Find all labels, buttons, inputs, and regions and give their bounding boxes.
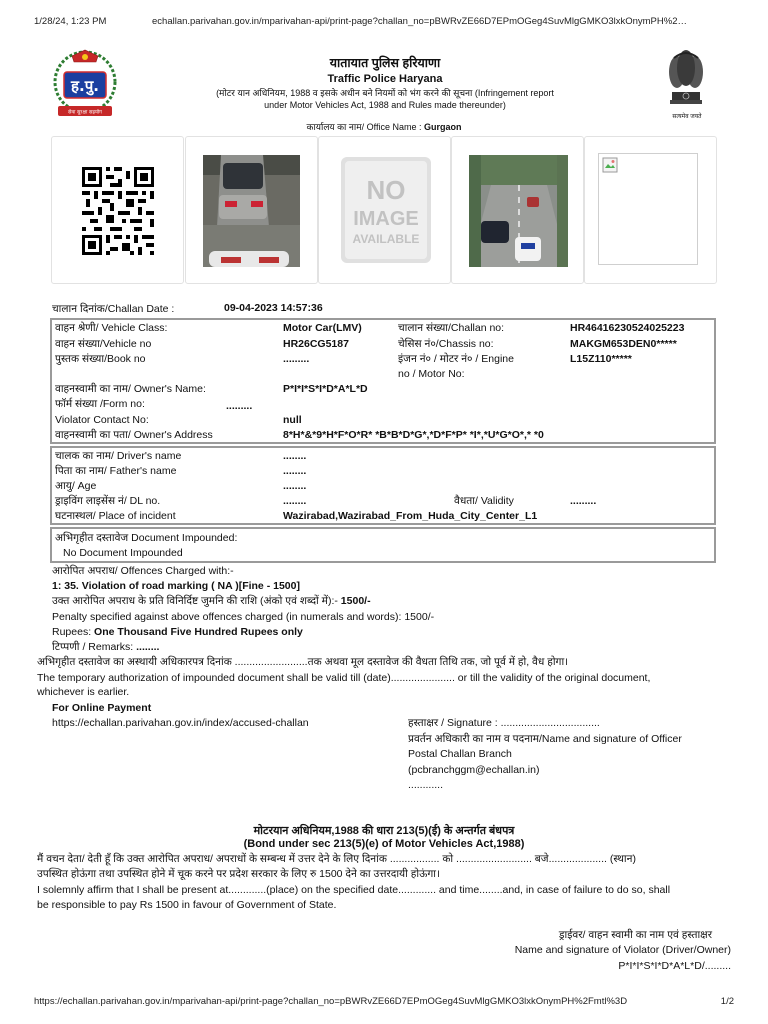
bond-title-hindi: मोटरयान अधिनियम,1988 की धारा 213(5)(ई) के अन्तर्गत बंधपत्र xyxy=(253,825,515,837)
violator-label-hindi: ड्राईवर/ वाहन स्वामी का नाम एवं हस्ताक्षर xyxy=(558,929,712,941)
vehicle-class-value: Motor Car(LMV) xyxy=(283,322,362,334)
signature-dots: ............ xyxy=(408,779,444,791)
print-title: echallan.parivahan.gov.in/mparivahan-api/print-page?challan_no=pBWRvZE66D7EPmOGeg4SuvMlgGMKO3lxkOnymPH%2… xyxy=(152,16,687,27)
bond-hindi-1: मैं वचन देता/ देती हूँ कि उक्त आरोपित अपराध/ अपराधों के सम्बन्ध में उत्तर देने के लिए दिनांक ................. को .......................... बजे.................... (स्थान) xyxy=(37,853,636,865)
no-image-text-1: NO xyxy=(366,175,406,205)
impound-table xyxy=(50,527,716,563)
offence-item: 1: 35. Violation of road marking ( NA )[Fine - 1500] xyxy=(52,580,300,592)
dl-no-value: ........ xyxy=(283,495,307,507)
contact-label: Violator Contact No: xyxy=(55,414,149,426)
chassis-value: MAKGM653DEN0***** xyxy=(570,338,677,350)
office-value: Gurgaon xyxy=(423,122,462,132)
penalty-hindi-label: उक्त आरोपित अपराध के प्रति विनिर्दिष्ट जुमनि की राशि (अंको एवं शब्दों में):- xyxy=(52,595,338,607)
officer-name-label: प्रवर्तन अधिकारी का नाम व पदनाम/Name and signature of Officer xyxy=(408,733,682,745)
violation-photo-2[interactable] xyxy=(451,136,584,284)
branch-email: (pcbranchggm@echallan.in) xyxy=(408,764,540,776)
haryana-police-logo xyxy=(52,48,118,120)
driver-details-table xyxy=(50,446,716,525)
violation-photo-1[interactable] xyxy=(185,136,318,284)
place-label: घटनास्थल/ Place of incident xyxy=(55,510,176,522)
temp-auth-hindi: अभिगृहीत दस्तावेज का अस्थायी अधिकारपत्र दिनांक .........................तक अथवा मूल दस्तावेज की वैधता तिथि तक, जो पूर्व में हो, वैध होगा। xyxy=(37,656,569,668)
rupees-label: Rupees: xyxy=(52,626,92,638)
print-header xyxy=(34,16,734,27)
logo-text: ह.पु. xyxy=(71,77,99,95)
father-name-value: ........ xyxy=(283,465,307,477)
penalty-hindi xyxy=(52,595,371,608)
signature-line: हस्ताक्षर / Signature : .................................. xyxy=(408,717,600,729)
offences-charged-label: आरोपित अपराध/ Offences Charged with:- xyxy=(52,565,234,577)
violator-name-value: P*I*I*S*I*D*A*L*D/......... xyxy=(618,960,731,972)
age-value: ........ xyxy=(283,480,307,492)
office-label: कार्यालय का नाम/ Office Name : xyxy=(306,122,422,132)
title-english: Traffic Police Haryana xyxy=(327,73,443,85)
remarks-value: ........ xyxy=(136,641,160,653)
broken-image-icon xyxy=(598,153,698,265)
engine-value: L15Z110***** xyxy=(570,353,632,365)
vehicle-no-label: वाहन संख्या/Vehicle no xyxy=(55,338,152,350)
print-footer-url: https://echallan.parivahan.gov.in/mparivahan-api/print-page?challan_no=pBWRvZE66D7EPmOGeg4SuvMlgGMKO3lxkOnymPH%2Fmtl%3D xyxy=(34,996,628,1007)
penalty-hindi-value: 1500/- xyxy=(340,595,371,607)
engine-label-1: इंजन नं० / मोटर नं० / Engine xyxy=(398,353,514,365)
no-image-placeholder xyxy=(318,136,451,284)
remarks-line xyxy=(52,641,159,654)
no-image-text-3: AVAILABLE xyxy=(352,232,420,246)
bond-english-2: be responsible to pay Rs 1500 in favour of Government of State. xyxy=(37,899,337,911)
online-payment-title: For Online Payment xyxy=(52,702,152,714)
remarks-label: टिप्पणी / Remarks: xyxy=(52,641,134,653)
rupees-value: One Thousand Five Hundred Rupees only xyxy=(94,626,303,638)
challan-no-label: चालान संख्या/Challan no: xyxy=(398,322,505,334)
owner-address-value: 8*H*&*9*H*F*O*R* *B*B*D*G*,*D*F*P* *I*,*U*G*O*,* *0 xyxy=(283,429,544,441)
qr-code-icon xyxy=(80,165,156,257)
age-label: आयु/ Age xyxy=(55,480,97,492)
challan-no-value: HR46416230524025223 xyxy=(570,322,685,334)
print-footer xyxy=(34,996,734,1007)
bond-english-1: I solemnly affirm that I shall be present at.............(place) on the specified date............. and time........and, in case of failure to do so, shall xyxy=(37,884,671,896)
bond-title-english: (Bond under sec 213(5)(e) of Motor Vehicles Act,1988) xyxy=(243,838,525,850)
contact-value: null xyxy=(283,414,302,426)
vehicle-class-label: वाहन श्रेणी/ Vehicle Class: xyxy=(55,322,168,334)
owner-name-value: P*I*I*S*I*D*A*L*D xyxy=(283,383,368,395)
book-no-value: ......... xyxy=(283,353,310,365)
challan-date-label: चालान दिनांक/Challan Date : xyxy=(52,303,175,315)
print-page-number: 1/2 xyxy=(720,996,734,1007)
logo-motto: सेवा सुरक्षा सहयोग xyxy=(68,109,102,116)
subtitle-line-2: under Motor Vehicles Act, 1988 and Rules made thereunder) xyxy=(264,100,506,110)
driver-name-value: ........ xyxy=(283,450,307,462)
chassis-label: चेसिस नं०/Chassis no: xyxy=(398,338,494,350)
form-no-label: फॉर्म संख्या /Form no: xyxy=(55,398,145,410)
rupees-line xyxy=(52,626,303,639)
form-no-value: ......... xyxy=(226,400,253,412)
print-date: 1/28/24, 1:23 PM xyxy=(34,16,107,27)
impound-label: अभिगृहीत दस्तावेज Document Impounded: xyxy=(55,532,238,544)
broken-image-box xyxy=(584,136,717,284)
dl-no-label: ड्राइविंग लाइसेंस नं/ DL no. xyxy=(55,495,161,507)
book-no-label: पुस्तक संख्या/Book no xyxy=(55,353,146,365)
postal-branch: Postal Challan Branch xyxy=(408,748,512,760)
road-photo-icon xyxy=(469,155,568,267)
no-image-text-2: IMAGE xyxy=(353,208,419,230)
title-hindi: यातायात पुलिस हरियाणा xyxy=(329,56,441,70)
validity-label: वैधता/ Validity xyxy=(454,495,514,507)
document-header xyxy=(150,54,620,111)
qr-code-box xyxy=(51,136,184,284)
office-name xyxy=(0,120,768,133)
emblem-caption: सत्यमेव जयते xyxy=(672,114,702,120)
father-name-label: पिता का नाम/ Father's name xyxy=(55,465,177,477)
validity-value: ......... xyxy=(570,495,597,507)
place-value: Wazirabad,Wazirabad_From_Huda_City_Center_L1 xyxy=(283,510,538,522)
owner-address-label: वाहनस्वामी का पता/ Owner's Address xyxy=(55,429,213,441)
bond-hindi-2: उपस्थित होऊंगा तथा उपस्थित होने में चूक करने पर प्रदेश सरकार के लिए रु 1500 देने का उत्तरदायी होऊंगा। xyxy=(37,868,440,880)
no-image-icon xyxy=(341,157,431,263)
temp-auth-english-2: whichever is earlier. xyxy=(37,686,130,698)
driver-name-label: चालक का नाम/ Driver's name xyxy=(55,450,182,462)
vehicle-details-table xyxy=(50,318,716,444)
temp-auth-english-1: The temporary authorization of impounded document shall be valid till (date)...................... or till the validity of the original document, xyxy=(37,672,651,684)
violator-label-english: Name and signature of Violator (Driver/Owner) xyxy=(514,944,731,956)
penalty-english: Penalty specified against above offences charged (in numerals and words): 1500/- xyxy=(52,611,435,623)
impound-value: No Document Impounded xyxy=(63,547,183,559)
subtitle-line-1: (मोटर यान अधिनियम, 1988 व इसके अधीन बने नियमों को भंग करने की सूचना (Infringement report xyxy=(216,88,554,98)
car-photo-icon xyxy=(203,155,300,267)
challan-date-value: 09-04-2023 14:57:36 xyxy=(224,302,323,314)
online-payment-link[interactable]: https://echallan.parivahan.gov.in/index/accused-challan xyxy=(52,717,309,729)
owner-name-label: वाहनस्वामी का नाम/ Owner's Name: xyxy=(55,383,206,395)
vehicle-no-value: HR26CG5187 xyxy=(283,338,349,350)
engine-label-2: no / Motor No: xyxy=(398,368,465,380)
